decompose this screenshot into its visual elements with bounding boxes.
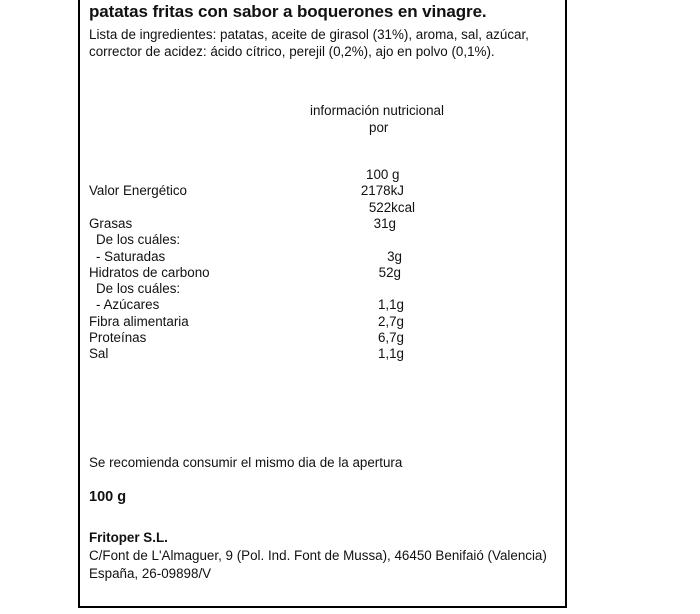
row-value-sugars: 1,1g — [377, 297, 404, 312]
row-label-salt: Sal — [89, 346, 109, 361]
address-line-1: C/Font de L'Almaguer, 9 (Pol. Ind. Font de Mussa), 46450 Benifaió (Valencia) — [89, 548, 547, 563]
row-value-fibre: 2,7g — [377, 314, 404, 329]
row-value-energy-kcal: 522kcal — [368, 200, 415, 215]
company-name: Fritoper S.L. — [89, 530, 168, 545]
row-label-of-which-carbs: De los cuáles: — [96, 281, 181, 296]
nutrition-heading: información nutricional — [310, 103, 444, 118]
row-label-saturated: - Saturadas — [96, 249, 166, 264]
row-label-energy: Valor Energético — [89, 183, 188, 198]
net-weight: 100 g — [89, 489, 127, 505]
row-value-salt: 1,1g — [377, 346, 404, 361]
row-label-carbs: Hidratos de carbono — [89, 265, 210, 280]
ingredients-line-2: corrector de acidez: ácido cítrico, perejil (0,2%), ajo en polvo (0,1%). — [89, 44, 495, 59]
product-title: patatas fritas con sabor a boquerones en vinagre. — [89, 2, 487, 21]
row-label-fibre: Fibra alimentaria — [89, 314, 189, 329]
company-address — [89, 547, 547, 583]
ingredients-list — [89, 26, 559, 60]
row-label-of-which-fat: De los cuáles: — [96, 232, 181, 247]
row-value-protein: 6,7g — [377, 330, 404, 345]
row-value-fat: 31g — [373, 216, 396, 231]
row-label-fat: Grasas — [89, 216, 133, 231]
row-value-carbs: 52g — [378, 265, 401, 280]
ingredients-line-1: Lista de ingredientes: patatas, aceite de girasol (31%), aroma, sal, azúcar, — [89, 27, 529, 42]
row-value-energy-kj: 2178kJ — [360, 183, 404, 198]
row-label-sugars: - Azúcares — [96, 297, 160, 312]
nutrition-per: por — [369, 120, 389, 135]
row-label-protein: Proteínas — [89, 330, 147, 345]
nutrition-reference: 100 g — [366, 167, 400, 182]
consumption-recommendation: Se recomienda consumir el mismo dia de la apertura — [89, 455, 403, 470]
address-line-2: España, 26-09898/V — [89, 566, 212, 581]
row-value-saturated: 3g — [387, 249, 402, 264]
